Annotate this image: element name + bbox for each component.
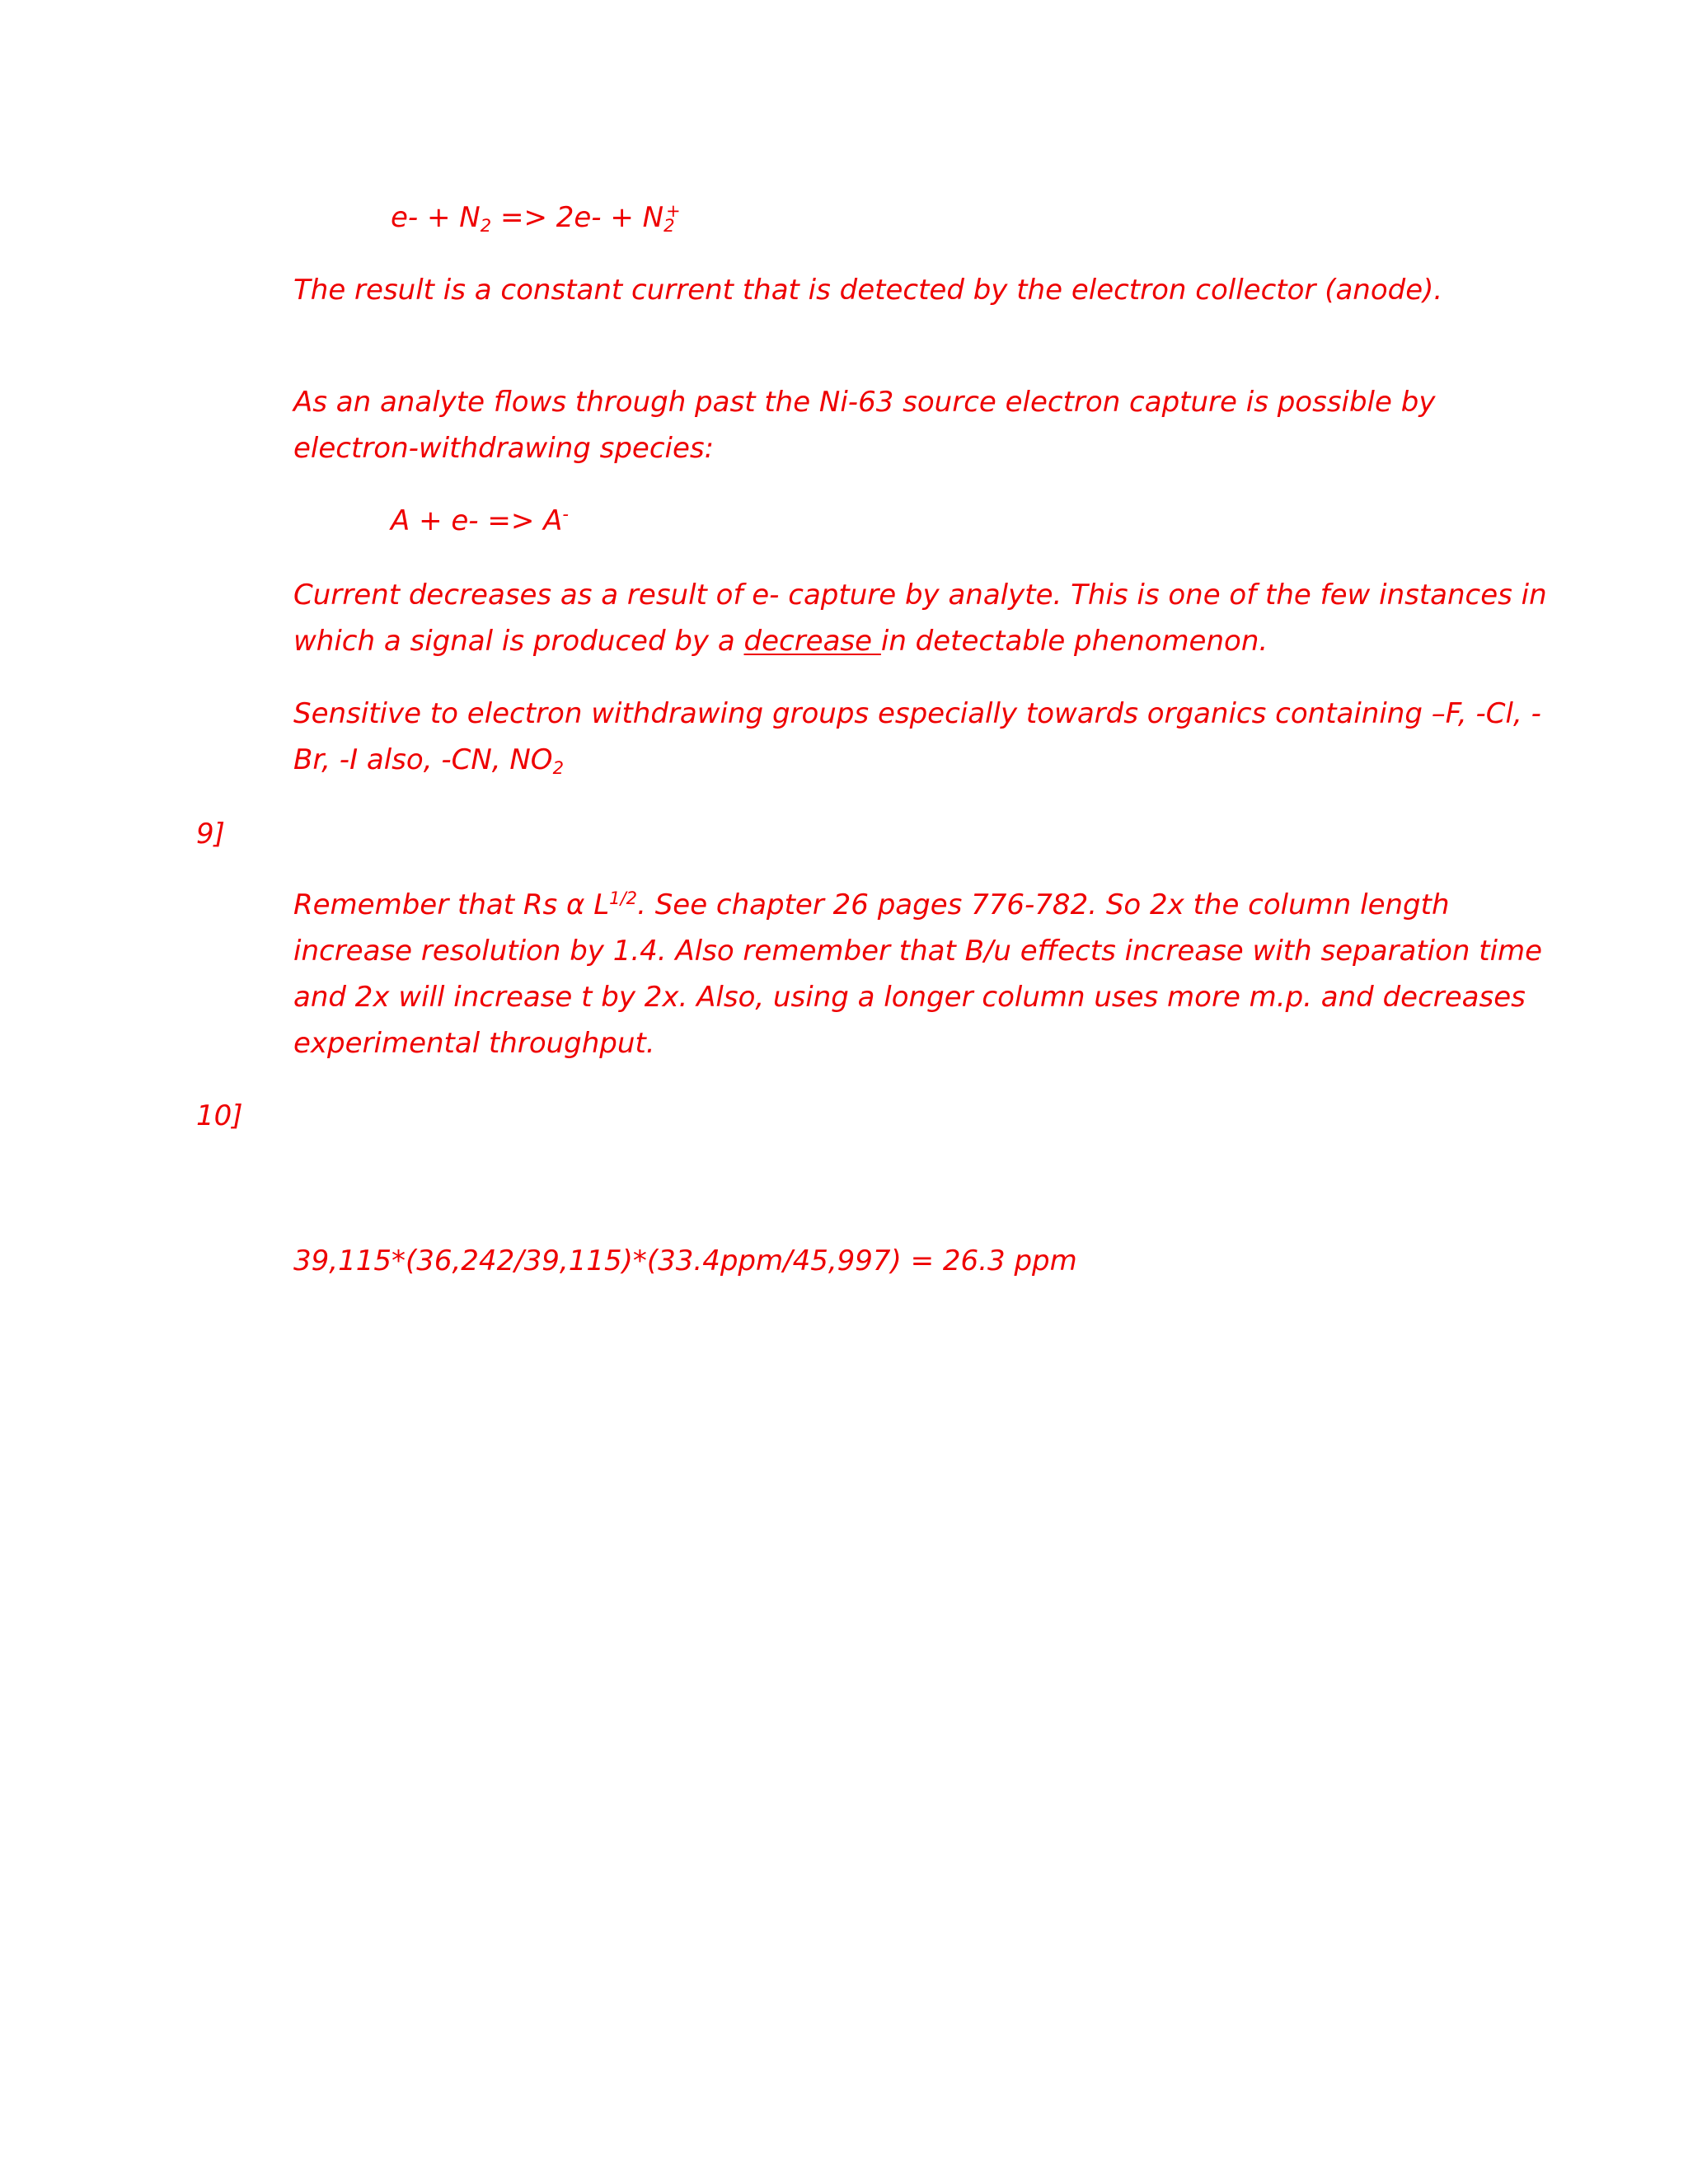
answer-9-line4: experimental throughput.	[293, 1027, 655, 1060]
equation-superscript: +	[666, 200, 681, 222]
answer-9-line1	[293, 882, 1450, 928]
superscript: 1/2	[609, 888, 638, 909]
question-number-10: 10]	[196, 1099, 243, 1132]
subscript: 2	[552, 757, 564, 779]
paragraph-current-line1: Current decreases as a result of e- capture by analyte. This is one of the few instances in	[293, 579, 1547, 612]
question-number-9: 9]	[196, 818, 225, 851]
equation-part: => 2e- + N	[491, 201, 664, 234]
paragraph-analyte-line2: electron-withdrawing species:	[293, 432, 715, 465]
text-run: Br, -I also, -CN, NO	[293, 743, 553, 776]
equation-subscript: 2	[480, 215, 492, 237]
equation-part: e- + N	[391, 201, 481, 234]
paragraph-constant-current: The result is a constant current that is detected by the electron collector (anode).	[293, 274, 1443, 307]
equation-electron-capture	[391, 498, 569, 544]
paragraph-sensitive-line1: Sensitive to electron withdrawing groups especially towards organics containing –F, -Cl, -	[293, 697, 1541, 730]
text-run: which a signal is produced by a	[293, 625, 744, 658]
text-run: in detectable phenomenon.	[880, 625, 1268, 658]
paragraph-analyte-line1: As an analyte flows through past the Ni-63 source electron capture is possible by	[293, 386, 1436, 419]
equation-ionization	[391, 194, 681, 241]
text-run: . See chapter 26 pages 776-782. So 2x the column length	[637, 888, 1450, 921]
answer-9-line3: and 2x will increase t by 2x. Also, using a longer column uses more m.p. and decreases	[293, 981, 1526, 1014]
paragraph-current-line2	[293, 618, 1268, 664]
text-run: Remember that Rs α L	[293, 888, 610, 921]
equation-superscript: -	[562, 504, 570, 525]
answer-10-calculation: 39,115*(36,242/39,115)*(33.4ppm/45,997) = 26.3 ppm	[293, 1244, 1077, 1277]
underlined-word: decrease	[743, 625, 881, 658]
paragraph-sensitive-line2	[293, 737, 564, 783]
equation-part: A + e- => A	[391, 504, 563, 537]
answer-9-line2: increase resolution by 1.4. Also remember that B/u effects increase with separation time	[293, 935, 1543, 968]
equation-subscript: 2	[663, 215, 675, 237]
